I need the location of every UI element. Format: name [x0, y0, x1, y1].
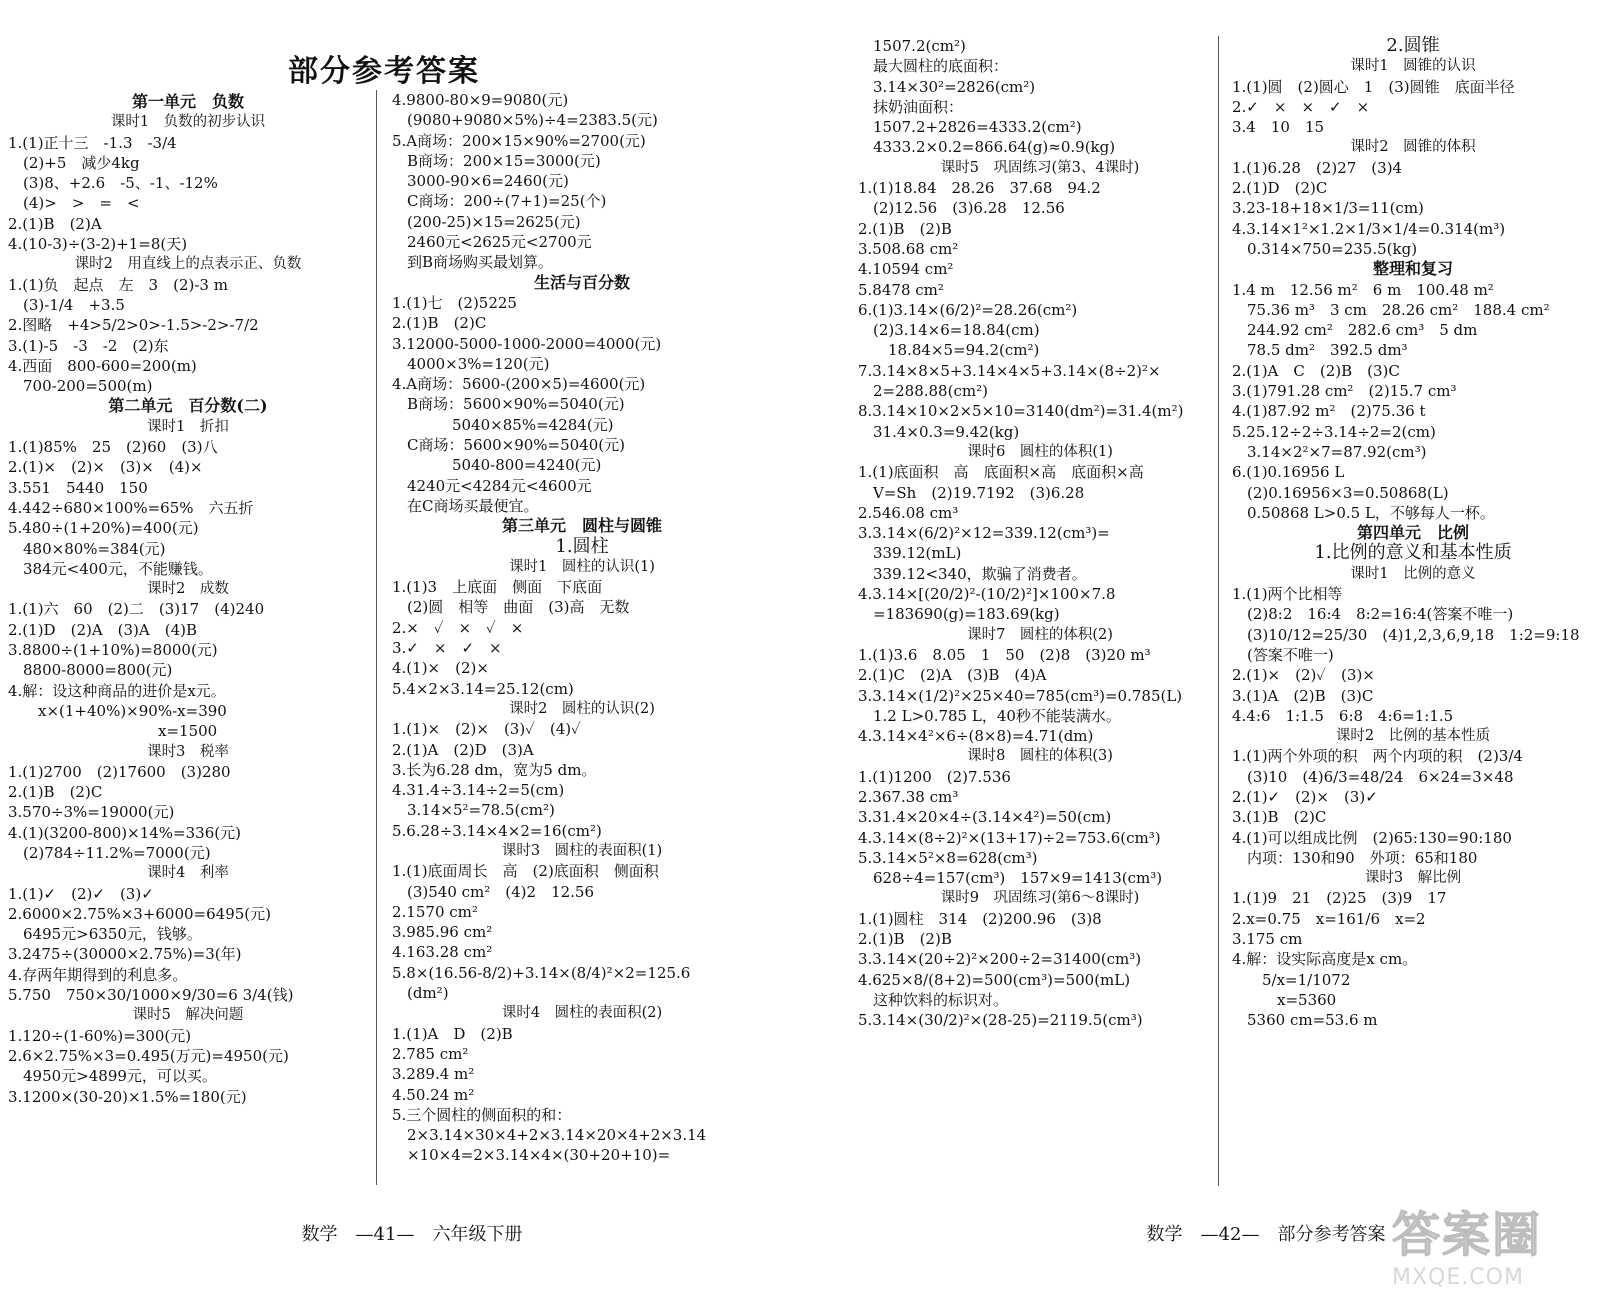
answer-line: 0.314×750=235.5(kg)	[1232, 239, 1418, 258]
answer-line: 1.120÷(1-60%)=300(元)	[8, 1026, 192, 1045]
section-heading: 课时7 圆柱的体积(2)	[967, 626, 1113, 643]
answer-line: 4.3.14×(8÷2)²×(13+17)÷2=753.6(cm³)	[858, 828, 1161, 847]
answer-line: 1.(1)正十三 -1.3 -3/4	[8, 133, 177, 152]
answer-line: C商场：200÷(7+1)=25(个)	[392, 192, 607, 211]
answer-line: 3.570÷3%=19000(元)	[8, 803, 175, 822]
answer-line: 2.6000×2.75%×3+6000=6495(元)	[8, 904, 272, 923]
section-heading: 课时1 比例的意义	[1350, 565, 1476, 582]
answer-line: 1.(1)18.84 28.26 37.68 94.2	[858, 179, 1101, 198]
answer-line: 1.(1)两个比相等	[1232, 585, 1343, 604]
answer-line: 75.36 m³ 3 cm 28.26 cm² 188.4 cm²	[1232, 300, 1550, 319]
answer-line: 3.3.14×(1/2)²×25×40=785(cm³)=0.785(L)	[858, 686, 1183, 705]
answer-line: 4.存两年期得到的利息多。	[8, 965, 188, 984]
answer-line: 5.480÷(1+20%)=400(元)	[8, 519, 199, 538]
answer-line: (200-25)×15=2625(元)	[392, 212, 581, 231]
section-heading: 课时9 巩固练习(第6～8课时)	[940, 890, 1140, 907]
answer-column-2	[392, 90, 772, 1166]
answer-line: 1.(1)六 60 (2)二 (3)17 (4)240	[8, 600, 265, 619]
section-heading: 整理和复习	[1372, 259, 1453, 279]
answer-line: 5.750 750×30/1000×9/30=6 3/4(钱)	[8, 986, 294, 1005]
answer-line: 3.12000-5000-1000-2000=4000(元)	[392, 334, 662, 353]
answer-line: 1.(1)9 21 (2)25 (3)9 17	[1232, 889, 1447, 908]
answer-line: 4.3.14×4²×6÷(8×8)=4.71(dm)	[858, 727, 1094, 746]
answer-line: 4950元>4899元，可以买。	[8, 1067, 217, 1086]
answer-line: 1.(1)圆柱 314 (2)200.96 (3)8	[858, 909, 1102, 928]
answer-line: 2.546.08 cm³	[858, 503, 959, 522]
section-heading: 课时3 税率	[147, 743, 229, 760]
answer-line: 2.367.38 cm³	[858, 787, 959, 806]
answer-line: 5.A商场：200×15×90%=2700(元)	[392, 131, 646, 150]
answer-line: 1.(1)底面积 高 底面积×高 底面积×高	[858, 463, 1144, 482]
answer-line: 5.4×2×3.14=25.12(cm)	[392, 679, 574, 698]
answer-line: 4.4:6 1:1.5 6:8 4:6=1:1.5	[1232, 706, 1454, 725]
answer-line: 2.1570 cm²	[392, 902, 478, 921]
answer-line: 8800-8000=800(元)	[8, 661, 173, 680]
answer-line: 2.(1)× (2)✓ (3)×	[1232, 666, 1375, 685]
answer-line: 2.(1)✓ (2)× (3)✓	[1232, 787, 1378, 806]
answer-line: 4.(1)(3200-800)×14%=336(元)	[8, 823, 241, 842]
column-divider	[376, 90, 377, 1185]
answer-line: 2.(1)B (2)C	[8, 783, 103, 802]
answer-line: 1.(1)× (2)× (3)✓ (4)✓	[392, 720, 581, 739]
answer-line: 3.1200×(30-20)×1.5%=180(元)	[8, 1087, 247, 1106]
answer-line: 1.(1)两个外项的积 两个内项的积 (2)3/4	[1232, 747, 1523, 766]
answer-line: V=Sh (2)19.7192 (3)6.28	[858, 483, 1085, 502]
answer-line: 1.(1)2700 (2)17600 (3)280	[8, 762, 231, 781]
section-heading: 第三单元 圆柱与圆锥	[501, 516, 662, 536]
answer-line: 1.(1)七 (2)5225	[392, 293, 517, 312]
answer-line: 3.175 cm	[1232, 930, 1303, 949]
section-heading: 课时5 巩固练习(第3、4课时)	[940, 159, 1140, 176]
section-heading: 生活与百分数	[533, 272, 630, 292]
section-heading: 第二单元 百分数(二)	[108, 396, 268, 416]
answer-line: 3.4 10 15	[1232, 118, 1325, 137]
answer-line: 2.× ✓ × ✓ ×	[392, 618, 524, 637]
answer-line: x×(1+40%)×90%-x=390	[8, 701, 227, 720]
answer-line: 2.(1)C (2)A (3)B (4)A	[858, 666, 1047, 685]
page-title: 部分参考答案	[288, 54, 480, 89]
answer-line: 5.25.12÷2÷3.14÷2=2(cm)	[1232, 422, 1436, 441]
answer-line: (3)540 cm² (4)2 12.56	[392, 882, 595, 901]
section-heading: 课时6 圆柱的体积(1)	[967, 443, 1113, 460]
answer-line: 4.(1)可以组成比例 (2)65:130=90:180	[1232, 828, 1512, 847]
answer-line: 2.6×2.75%×3=0.495(万元)=4950(元)	[8, 1046, 289, 1065]
answer-line: 3.(1)A (2)B (3)C	[1232, 686, 1374, 705]
answer-line: 2.(1)B (2)C	[392, 314, 487, 333]
answer-line: 最大圆柱的底面积：	[858, 57, 1009, 76]
answer-line: 4.(10-3)÷(3-2)+1=8(天)	[8, 235, 188, 254]
answer-line: B商场：5600×90%=5040(元)	[392, 395, 625, 414]
answer-column-1	[8, 92, 368, 1107]
answer-line: 4.9800-80×9=9080(元)	[392, 91, 569, 109]
answer-line: 5.三个圆柱的侧面积的和：	[392, 1105, 572, 1124]
answer-line: 5.3.14×(30/2)²×(28-25)=2119.5(cm³)	[858, 1011, 1143, 1030]
answer-line: 3.✓ × ✓ ×	[392, 639, 502, 658]
section-heading: 课时4 圆柱的表面积(2)	[501, 1005, 663, 1022]
answer-line: 2.(1)B (2)B	[858, 930, 952, 949]
answer-line: 2.(1)B (2)B	[858, 219, 952, 238]
answer-line: 480×80%=384(元)	[8, 539, 166, 558]
section-heading: 课时8 圆柱的体积(3)	[967, 748, 1113, 765]
answer-line: 4.10594 cm²	[858, 260, 954, 279]
answer-line: 1.(1)圆 (2)圆心 1 (3)圆锥 底面半径	[1232, 77, 1515, 96]
answer-line: 31.4×0.3=9.42(kg)	[858, 422, 1020, 441]
answer-line: (2)+5 减少4kg	[8, 153, 140, 172]
section-heading: 1.比例的意义和基本性质	[1314, 542, 1512, 564]
answer-line: 4.442÷680×100%=65% 六五折	[8, 498, 254, 517]
answer-line: 2.图略 +4>5/2>0>-1.5>-2>-7/2	[8, 316, 259, 335]
answer-line: 5.3.14×5²×8=628(cm³)	[858, 848, 1038, 867]
answer-line: 5360 cm=53.6 m	[1232, 1011, 1378, 1030]
section-heading: 课时1 负数的初步认识	[110, 114, 266, 131]
answer-line: 3.3.14×(20÷2)²×200÷2=31400(cm³)	[858, 950, 1142, 969]
answer-line: 3.14×5²=78.5(cm²)	[392, 801, 555, 820]
answer-line: 384元<400元，不能赚钱。	[8, 559, 213, 578]
answer-line: 4.31.4÷3.14÷2=5(cm)	[392, 781, 565, 800]
answer-line: 3.14×2²×7=87.92(cm³)	[1232, 442, 1427, 461]
answer-line: (dm²)	[392, 984, 449, 1003]
answer-line: 5.6.28÷3.14×4×2=16(cm²)	[392, 821, 602, 840]
watermark	[1392, 1196, 1582, 1292]
answer-line: 244.92 cm² 282.6 cm³ 5 dm	[1232, 321, 1478, 340]
answer-line: 8.3.14×10×2×5×10=3140(dm²)=31.4(m²)	[858, 402, 1184, 421]
answer-line: (3)10 (4)6/3=48/24 6×24=3×48	[1232, 767, 1514, 786]
answer-line: 1507.2+2826=4333.2(cm²)	[858, 118, 1082, 137]
answer-line: 到B商场购买最划算。	[392, 253, 554, 272]
answer-line: (2)8:2 16:4 8:2=16:4(答案不唯一)	[1232, 605, 1514, 624]
answer-line: 2.(1)× (2)× (3)× (4)×	[8, 458, 203, 477]
answer-line: 4333.2×0.2=866.64(g)≈0.9(kg)	[858, 138, 1116, 157]
answer-line: 3.(1)B (2)C	[1232, 808, 1327, 827]
answer-line: B商场：200×15=3000(元)	[392, 151, 601, 170]
answer-line: 3.8800÷(1+10%)=8000(元)	[8, 641, 218, 660]
answer-line: 4.3.14×[(20/2)²-(10/2)²]×100×7.8	[858, 585, 1116, 604]
answer-line: 2460元<2625元<2700元	[392, 233, 592, 252]
section-heading: 课时2 圆锥的体积	[1350, 139, 1476, 156]
answer-line: 3.551 5440 150	[8, 478, 148, 497]
answer-line: 3.(1)-5 -3 -2 (2)东	[8, 336, 169, 355]
answer-line: 5040-800=4240(元)	[392, 456, 602, 475]
section-heading: 第四单元 比例	[1356, 523, 1469, 543]
answer-line: 5.8×(16.56-8/2)+3.14×(8/4)²×2=125.6	[392, 963, 691, 982]
answer-line: 4.163.28 cm²	[392, 943, 493, 962]
answer-line: (答案不唯一)	[1232, 645, 1334, 664]
answer-line: (2)0.16956×3=0.50868(L)	[1232, 483, 1449, 502]
answer-line: (2)3.14×6=18.84(cm)	[858, 321, 1040, 340]
answer-line: 1.(1)6.28 (2)27 (3)4	[1232, 158, 1403, 177]
answer-line: 4.(1)× (2)×	[392, 659, 489, 678]
answer-line: 2.(1)A C (2)B (3)C	[1232, 361, 1400, 380]
answer-line: 这种饮料的标识对。	[858, 990, 1009, 1009]
section-heading: 第一单元 负数	[131, 92, 244, 111]
answer-line: 内项：130和90 外项：65和180	[1232, 848, 1478, 867]
section-heading: 课时5 解决问题	[132, 1007, 244, 1024]
answer-line: =183690(g)=183.69(kg)	[858, 605, 1060, 624]
answer-line: 18.84×5=94.2(cm²)	[858, 341, 1040, 360]
answer-line: 1.(1)负 起点 左 3 (2)-3 m	[8, 275, 228, 294]
answer-line: 700-200=500(m)	[8, 377, 153, 396]
answer-line: (2)圆 相等 曲面 (3)高 无数	[392, 598, 630, 617]
answer-line: 0.50868 L>0.5 L，不够每人一杯。	[1232, 503, 1495, 522]
footer-right-page-number: 数学 —42— 部分参考答案	[1146, 1224, 1386, 1245]
answer-line: (3)-1/4 +3.5	[8, 295, 125, 314]
answer-line: 339.12(mL)	[858, 544, 962, 563]
answer-line: 1.(1)85% 25 (2)60 (3)八	[8, 438, 218, 457]
answer-line: 3.长为6.28 dm，宽为5 dm。	[392, 760, 597, 779]
section-heading: 课时1 圆柱的认识(1)	[509, 558, 655, 575]
answer-line: 4.解：设实际高度是x cm。	[1232, 950, 1418, 969]
section-heading: 课时2 用直线上的点表示正、负数	[74, 256, 302, 273]
answer-line: ×10×4=2×3.14×4×(30+20+10)=	[392, 1146, 671, 1165]
answer-line: (9080+9080×5%)÷4=2383.5(元)	[392, 111, 658, 130]
answer-line: 3.3.14×(6/2)²×12=339.12(cm³)=	[858, 524, 1110, 543]
answer-line: 2.785 cm²	[392, 1044, 469, 1063]
answer-line: 3.2475÷(30000×2.75%)=3(年)	[8, 945, 242, 964]
answer-line: 339.12<340，欺骗了消费者。	[858, 564, 1087, 583]
answer-line: (4)> > = <	[8, 194, 140, 213]
answer-line: 4.(1)87.92 m² (2)75.36 t	[1232, 402, 1426, 421]
section-heading: 课时2 比例的基本性质	[1335, 728, 1491, 745]
section-heading: 课时3 圆柱的表面积(1)	[501, 842, 663, 859]
answer-line: 2.✓ × × ✓ ×	[1232, 97, 1370, 116]
answer-line: 1.(1)A D (2)B	[392, 1024, 513, 1043]
answer-line: 6.(1)3.14×(6/2)²=28.26(cm²)	[858, 300, 1078, 319]
answer-line: 4.50.24 m²	[392, 1085, 475, 1104]
answer-line: 4.625×8/(8+2)=500(cm³)=500(mL)	[858, 970, 1131, 989]
answer-line: (2)784÷11.2%=7000(元)	[8, 843, 211, 862]
section-heading: 课时3 解比例	[1364, 870, 1462, 887]
answer-line: 3.31.4×20×4÷(3.14×4²)=50(cm)	[858, 808, 1112, 827]
section-heading: 课时1 圆锥的认识	[1350, 58, 1476, 75]
section-heading: 2.圆锥	[1386, 36, 1440, 56]
answer-line: (3)8、+2.6 -5、-1、-12%	[8, 174, 218, 193]
answer-line: x=5360	[1232, 990, 1337, 1009]
answer-line: 4.A商场：5600-(200×5)=4600(元)	[392, 375, 646, 394]
answer-line: 1.4 m 12.56 m² 6 m 100.48 m²	[1232, 280, 1494, 299]
answer-line: (3)10/12=25/30 (4)1,2,3,6,9,18 1:2=9:18	[1232, 625, 1580, 644]
answer-line: 2.x=0.75 x=161/6 x=2	[1232, 909, 1426, 928]
footer-left-page-number: 数学 —41— 六年级下册	[301, 1224, 523, 1245]
answer-line: C商场：5600×90%=5040(元)	[392, 436, 626, 455]
answer-line: (2)12.56 (3)6.28 12.56	[858, 199, 1065, 218]
answer-line: 2.(1)B (2)A	[8, 214, 102, 233]
section-heading: 课时4 利率	[147, 865, 229, 882]
section-heading: 课时1 折扣	[147, 418, 229, 435]
watermark-url: MXQE.COM	[1392, 1265, 1524, 1290]
answer-column-4	[1232, 36, 1594, 1031]
section-heading: 课时2 圆柱的认识(2)	[509, 700, 655, 717]
answer-line: 2×3.14×30×4+2×3.14×20×4+2×3.14	[392, 1126, 707, 1145]
answer-line: 5040×85%=4284(元)	[392, 415, 614, 434]
answer-line: 78.5 dm² 392.5 dm³	[1232, 341, 1408, 360]
answer-line: 3.14×30²=2826(cm²)	[858, 77, 1036, 96]
answer-line: 4000×3%=120(元)	[392, 354, 550, 373]
answer-line: 1.(1)3.6 8.05 1 50 (2)8 (3)20 m³	[858, 645, 1151, 664]
answer-line: 628÷4=157(cm³) 157×9=1413(cm³)	[858, 869, 1163, 888]
answer-line: 6495元>6350元，钱够。	[8, 925, 202, 944]
answer-line: 1.(1)1200 (2)7.536	[858, 767, 1011, 786]
section-heading: 1.圆柱	[555, 535, 609, 557]
answer-column-3	[858, 36, 1222, 1031]
answer-line: 2.(1)D (2)A (3)A (4)B	[8, 620, 198, 639]
answer-line: 抹奶油面积：	[858, 97, 964, 116]
answer-line: 3000-90×6=2460(元)	[392, 172, 569, 191]
answer-line: 1.(1)底面周长 高 (2)底面积 侧面积	[392, 862, 659, 881]
answer-line: 在C商场买最便宜。	[392, 496, 539, 515]
answer-line: 1.(1)3 上底面 侧面 下底面	[392, 578, 603, 597]
answer-line: 4.解：设这种商品的进价是x元。	[8, 681, 226, 700]
answer-line: 3.23-18+18×1/3=11(cm)	[1232, 199, 1424, 218]
section-heading: 课时2 成数	[147, 581, 229, 598]
watermark-logo: 答案圈	[1392, 1207, 1543, 1263]
answer-line: 6.(1)0.16956 L	[1232, 463, 1345, 482]
answer-line: 1507.2(cm²)	[858, 37, 966, 55]
answer-line: 2=288.88(cm²)	[858, 382, 988, 401]
answer-line: 7.3.14×8×5+3.14×4×5+3.14×(8÷2)²×	[858, 361, 1161, 380]
answer-line: x=1500	[8, 722, 218, 741]
answer-line: 4.西面 800-600=200(m)	[8, 356, 197, 375]
answer-line: 1.2 L>0.785 L，40秒不能装满水。	[858, 706, 1121, 725]
answer-line: 3.985.96 cm²	[392, 923, 493, 942]
answer-line: 3.(1)791.28 cm² (2)15.7 cm³	[1232, 382, 1457, 401]
answer-line: 3.289.4 m²	[392, 1065, 475, 1084]
answer-line: 2.(1)A (2)D (3)A	[392, 740, 534, 759]
answer-line: 4240元<4284元<4600元	[392, 476, 592, 495]
answer-line: 5.8478 cm²	[858, 280, 944, 299]
answer-line: 2.(1)D (2)C	[1232, 179, 1328, 198]
answer-line: 4.3.14×1²×1.2×1/3×1/4=0.314(m³)	[1232, 219, 1506, 238]
answer-line: 5/x=1/1072	[1232, 970, 1351, 989]
answer-line: 3.508.68 cm²	[858, 239, 959, 258]
answer-line: 1.(1)✓ (2)✓ (3)✓	[8, 884, 154, 903]
